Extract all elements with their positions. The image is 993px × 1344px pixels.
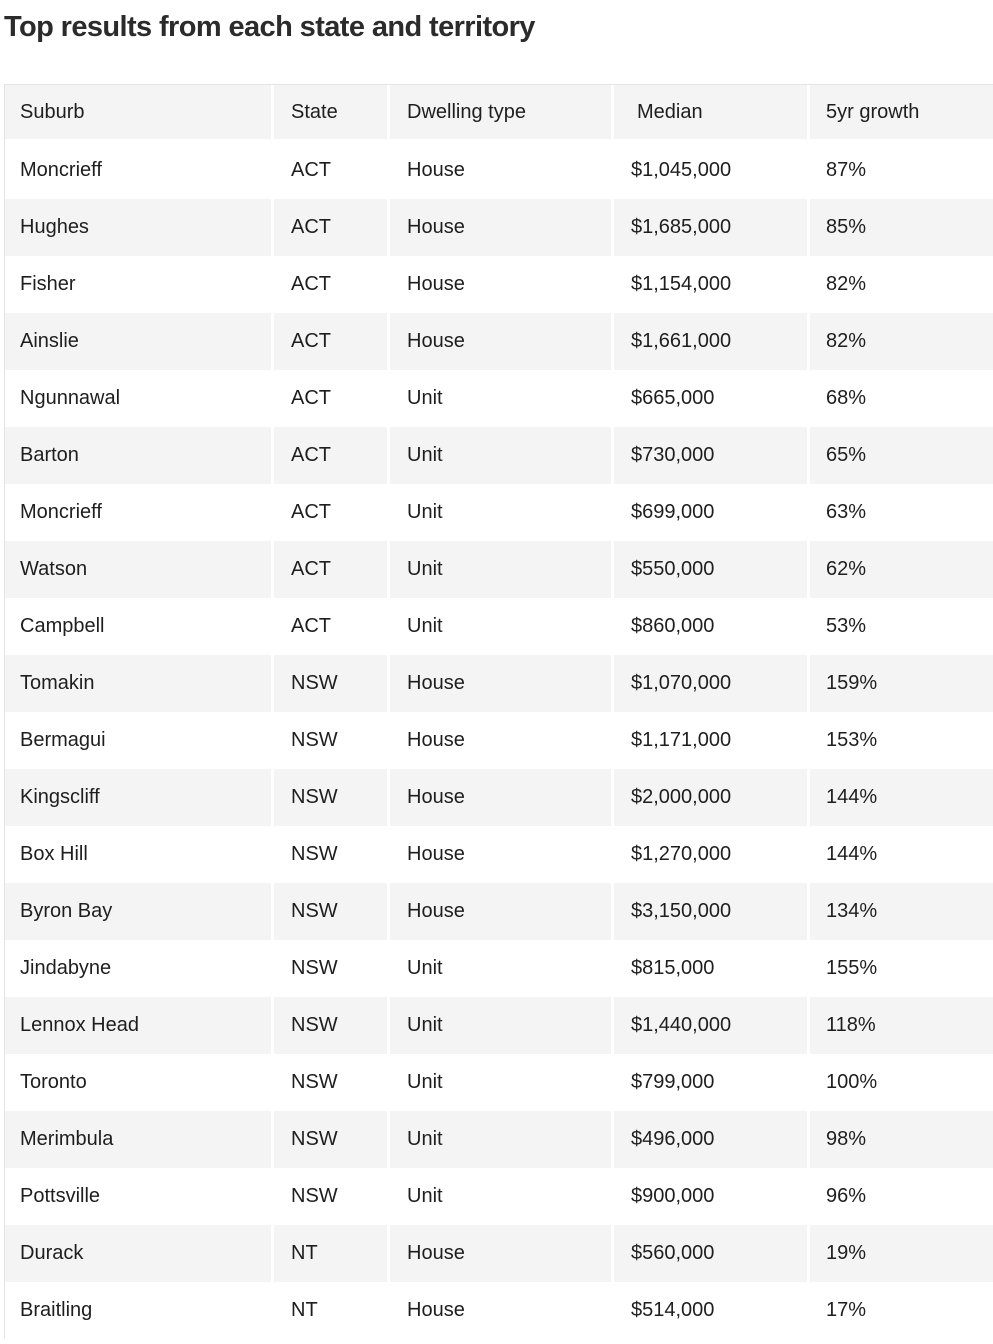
median-cell: $1,685,000	[614, 199, 810, 256]
median-cell: $730,000	[614, 427, 810, 484]
suburb-cell: Byron Bay	[5, 883, 274, 940]
dwelling-type-cell: Unit	[390, 1111, 614, 1168]
median-cell: $900,000	[614, 1168, 810, 1225]
suburb-cell: Lennox Head	[5, 997, 274, 1054]
growth-cell: 98%	[826, 1128, 867, 1150]
dwelling-type-cell: Unit	[390, 370, 614, 427]
suburb-cell: Ngunnawal	[5, 370, 274, 427]
growth-cell: 63%	[826, 501, 867, 523]
median-cell: $1,440,000	[614, 997, 810, 1054]
median-cell: $550,000	[614, 541, 810, 598]
table-row	[5, 1282, 993, 1339]
growth-cell: 82%	[826, 273, 867, 295]
suburb-cell: Box Hill	[5, 826, 274, 883]
state-cell: ACT	[274, 484, 390, 541]
table-row	[5, 256, 993, 313]
suburb-cell: Jindabyne	[5, 940, 274, 997]
suburb-cell: Moncrieff	[5, 484, 274, 541]
growth-cell: 96%	[826, 1185, 867, 1207]
median-cell: $1,045,000	[614, 142, 810, 199]
suburb-cell: Hughes	[5, 199, 274, 256]
median-cell: $1,661,000	[614, 313, 810, 370]
median-cell: $2,000,000	[614, 769, 810, 826]
dwelling-type-cell: House	[390, 313, 614, 370]
growth-cell: 87%	[826, 159, 867, 181]
suburb-cell: Braitling	[5, 1282, 274, 1339]
dwelling-type-cell: Unit	[390, 541, 614, 598]
growth-cell: 144%	[826, 786, 878, 808]
suburb-cell: Merimbula	[5, 1111, 274, 1168]
median-cell: $496,000	[614, 1111, 810, 1168]
results-table-container	[4, 84, 993, 1339]
median-cell: $860,000	[614, 598, 810, 655]
table-row	[5, 598, 993, 655]
dwelling-type-cell: House	[390, 142, 614, 199]
suburb-cell: Bermagui	[5, 712, 274, 769]
dwelling-type-cell: House	[390, 1225, 614, 1282]
state-cell: ACT	[274, 427, 390, 484]
median-cell: $815,000	[614, 940, 810, 997]
table-body	[5, 142, 993, 1339]
growth-cell: 134%	[826, 900, 878, 922]
table-row	[5, 427, 993, 484]
suburb-cell: Campbell	[5, 598, 274, 655]
growth-cell: 53%	[826, 615, 867, 637]
suburb-cell: Watson	[5, 541, 274, 598]
state-cell: NT	[274, 1282, 390, 1339]
dwelling-type-cell: House	[390, 826, 614, 883]
page-title: Top results from each state and territory	[4, 11, 535, 43]
table-row	[5, 826, 993, 883]
growth-cell: 68%	[826, 387, 867, 409]
state-cell: ACT	[274, 142, 390, 199]
dwelling-type-cell: House	[390, 256, 614, 313]
dwelling-type-cell: House	[390, 883, 614, 940]
growth-cell: 100%	[826, 1071, 878, 1093]
table-row	[5, 199, 993, 256]
growth-cell: 155%	[826, 957, 878, 979]
state-cell: NSW	[274, 997, 390, 1054]
table-row	[5, 940, 993, 997]
growth-cell: 82%	[826, 330, 867, 352]
dwelling-type-cell: Unit	[390, 940, 614, 997]
suburb-cell: Durack	[5, 1225, 274, 1282]
state-cell: NSW	[274, 1054, 390, 1111]
dwelling-type-cell: House	[390, 712, 614, 769]
dwelling-type-cell: Unit	[390, 1054, 614, 1111]
suburb-cell: Tomakin	[5, 655, 274, 712]
suburb-cell: Moncrieff	[5, 142, 274, 199]
dwelling-type-cell: Unit	[390, 484, 614, 541]
dwelling-type-cell: House	[390, 655, 614, 712]
growth-cell: 159%	[826, 672, 878, 694]
suburb-cell: Toronto	[5, 1054, 274, 1111]
median-cell: $1,171,000	[614, 712, 810, 769]
state-cell: NT	[274, 1225, 390, 1282]
growth-cell: 19%	[826, 1242, 867, 1264]
suburb-cell: Ainslie	[5, 313, 274, 370]
dwelling-type-cell: House	[390, 769, 614, 826]
dwelling-type-cell: Unit	[390, 598, 614, 655]
table-row	[5, 712, 993, 769]
state-cell: ACT	[274, 256, 390, 313]
table-header	[5, 85, 993, 142]
table-row	[5, 1168, 993, 1225]
growth-cell: 17%	[826, 1299, 867, 1321]
results-table	[5, 85, 993, 1339]
median-cell: $560,000	[614, 1225, 810, 1282]
state-cell: NSW	[274, 712, 390, 769]
dwelling-type-cell: House	[390, 1282, 614, 1339]
column-header-median[interactable]: Median	[614, 85, 810, 142]
table-row	[5, 769, 993, 826]
median-cell: $3,150,000	[614, 883, 810, 940]
median-cell: $799,000	[614, 1054, 810, 1111]
state-cell: ACT	[274, 598, 390, 655]
table-row	[5, 142, 993, 199]
table-row	[5, 1225, 993, 1282]
median-cell: $1,154,000	[614, 256, 810, 313]
state-cell: NSW	[274, 769, 390, 826]
suburb-cell: Fisher	[5, 256, 274, 313]
table-row	[5, 1111, 993, 1168]
column-header-suburb[interactable]: Suburb	[5, 85, 274, 142]
growth-cell: 153%	[826, 729, 878, 751]
median-cell: $1,270,000	[614, 826, 810, 883]
growth-cell: 144%	[826, 843, 878, 865]
state-cell: NSW	[274, 655, 390, 712]
median-cell: $699,000	[614, 484, 810, 541]
suburb-cell: Pottsville	[5, 1168, 274, 1225]
growth-cell: 85%	[826, 216, 867, 238]
state-cell: ACT	[274, 313, 390, 370]
median-cell: $514,000	[614, 1282, 810, 1339]
table-row	[5, 484, 993, 541]
dwelling-type-cell: House	[390, 199, 614, 256]
median-cell: $1,070,000	[614, 655, 810, 712]
median-cell: $665,000	[614, 370, 810, 427]
column-header-state[interactable]: State	[274, 85, 390, 142]
table-row	[5, 370, 993, 427]
table-row	[5, 655, 993, 712]
growth-cell: 62%	[826, 558, 867, 580]
table-row	[5, 883, 993, 940]
suburb-cell: Barton	[5, 427, 274, 484]
growth-cell: 65%	[826, 444, 867, 466]
state-cell: NSW	[274, 1111, 390, 1168]
dwelling-type-cell: Unit	[390, 1168, 614, 1225]
table-row	[5, 997, 993, 1054]
state-cell: NSW	[274, 940, 390, 997]
column-header-5yr-growth[interactable]: 5yr growth	[810, 85, 993, 142]
dwelling-type-cell: Unit	[390, 997, 614, 1054]
state-cell: NSW	[274, 826, 390, 883]
state-cell: NSW	[274, 883, 390, 940]
table-row	[5, 541, 993, 598]
suburb-cell: Kingscliff	[5, 769, 274, 826]
table-row	[5, 1054, 993, 1111]
table-header-row	[5, 85, 993, 142]
state-cell: ACT	[274, 541, 390, 598]
state-cell: NSW	[274, 1168, 390, 1225]
dwelling-type-cell: Unit	[390, 427, 614, 484]
state-cell: ACT	[274, 199, 390, 256]
state-cell: ACT	[274, 370, 390, 427]
growth-cell: 118%	[826, 1014, 876, 1036]
column-header-dwelling-type[interactable]: Dwelling type	[390, 85, 614, 142]
table-row	[5, 313, 993, 370]
